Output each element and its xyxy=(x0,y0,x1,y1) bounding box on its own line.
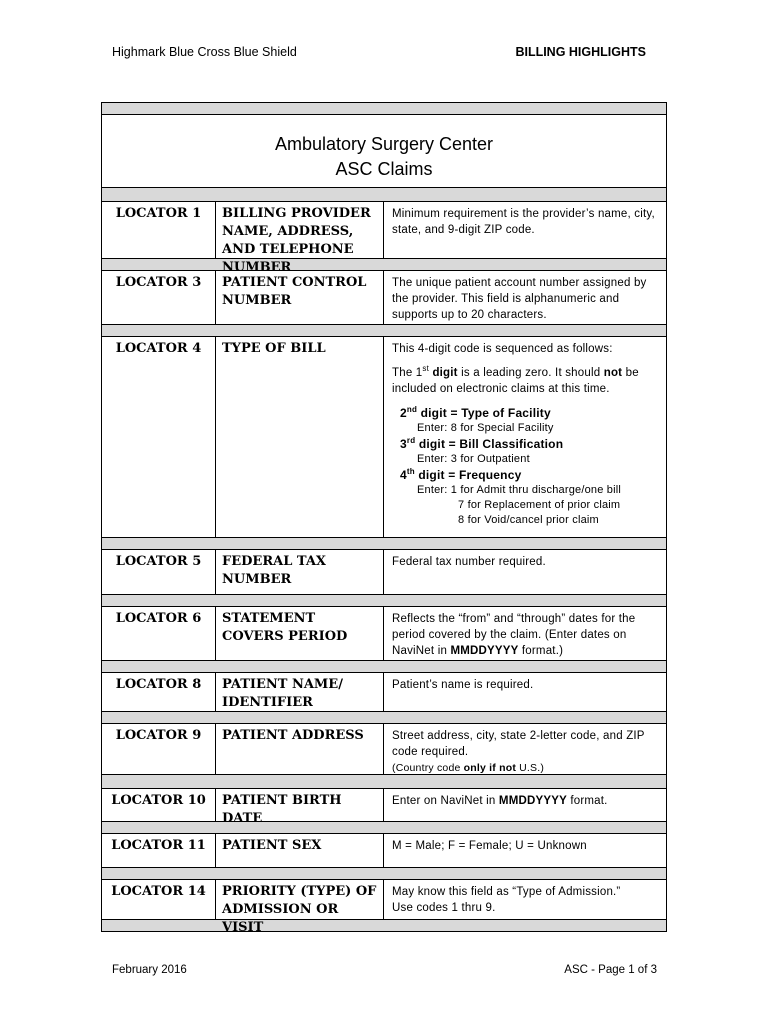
table-row-locator-4 xyxy=(102,337,666,538)
table-row-locator-14 xyxy=(102,880,666,935)
type-of-bill-intro: This 4-digit code is sequenced as follows: xyxy=(392,343,613,355)
second-digit-enter: Enter: 8 for Special Facility xyxy=(417,422,554,434)
band-divider xyxy=(102,325,666,337)
table-row-locator-11 xyxy=(102,834,666,868)
locator-label: LOCATOR 3 xyxy=(102,271,216,324)
field-name: PATIENT NAME/ IDENTIFIER xyxy=(216,673,384,711)
locator-label: LOCATOR 4 xyxy=(102,337,216,537)
fourth-digit-enter-8: 8 for Void/cancel prior claim xyxy=(458,514,599,526)
field-name: STATEMENT COVERS PERIOD xyxy=(216,607,384,660)
footer-date: February 2016 xyxy=(112,964,187,976)
locator-label: LOCATOR 1 xyxy=(102,202,216,258)
locator-label: LOCATOR 5 xyxy=(102,550,216,594)
band-divider xyxy=(102,595,666,607)
locator-label: LOCATOR 6 xyxy=(102,607,216,660)
header-left: Highmark Blue Cross Blue Shield xyxy=(112,45,297,59)
band-divider xyxy=(102,868,666,880)
second-digit: 2nd digit = Type of Facility xyxy=(400,405,551,420)
locator-label: LOCATOR 10 xyxy=(102,789,216,821)
field-description: Patient’s name is required. xyxy=(392,679,534,691)
page-title: Ambulatory Surgery Center xyxy=(274,134,494,154)
field-description: Enter on NaviNet in MMDDYYYY format. xyxy=(392,795,608,807)
field-description: Federal tax number required. xyxy=(392,556,546,568)
claims-table xyxy=(101,102,667,935)
band-divider xyxy=(102,775,666,789)
field-name: BILLING PROVIDER NAME, ADDRESS, AND TELEPHONE NUMBER xyxy=(216,202,384,258)
field-name: PRIORITY (TYPE) OF ADMISSION OR VISIT xyxy=(216,880,384,919)
field-name: TYPE OF BILL xyxy=(216,337,384,537)
header-right: BILLING HIGHLIGHTS xyxy=(515,45,646,59)
footer-page-number: ASC - Page 1 of 3 xyxy=(564,964,657,976)
field-description: M = Male; F = Female; U = Unknown xyxy=(392,840,587,852)
table-row-locator-5 xyxy=(102,550,666,595)
field-name: PATIENT CONTROL NUMBER xyxy=(216,271,384,324)
field-description: Reflects the “from” and “through” dates for the period covered by the claim. (Enter dates on NaviNet in MMDDYYYY format.) xyxy=(392,613,636,657)
band-divider xyxy=(102,822,666,834)
field-description: Street address, city, state 2-letter code, and ZIP code required. (Country code only if not U.S.) xyxy=(384,724,666,774)
fourth-digit-enter-1: Enter: 1 for Admit thru discharge/one bill xyxy=(417,484,622,496)
page-subtitle: ASC Claims xyxy=(335,159,433,179)
third-digit-enter: Enter: 3 for Outpatient xyxy=(417,453,530,465)
first-digit-text: The 1st digit is a leading zero. It should not be included on electronic claims at this time. xyxy=(392,364,639,395)
locator-label: LOCATOR 8 xyxy=(102,673,216,711)
table-row-locator-6 xyxy=(102,607,666,661)
field-description xyxy=(384,337,666,537)
band-divider xyxy=(102,712,666,724)
field-name: PATIENT ADDRESS xyxy=(216,724,384,774)
digit-list xyxy=(392,405,660,528)
table-row-locator-1 xyxy=(102,202,666,275)
band-divider xyxy=(102,188,666,202)
locator-label: LOCATOR 14 xyxy=(102,880,216,919)
band-top xyxy=(102,103,666,115)
country-code-note: (Country code only if not U.S.) xyxy=(392,762,545,774)
field-name: PATIENT SEX xyxy=(216,834,384,867)
field-description: Minimum requirement is the provider’s name, city, state, and 9-digit ZIP code. xyxy=(392,208,655,236)
table-row-locator-10 xyxy=(102,789,666,826)
table-row-locator-9 xyxy=(102,724,666,775)
field-name: PATIENT BIRTH DATE xyxy=(216,789,384,821)
title-block xyxy=(102,115,666,188)
band-divider xyxy=(102,259,666,271)
third-digit: 3rd digit = Bill Classification xyxy=(400,436,564,451)
field-description: The unique patient account number assigned by the provider. This field is alphanumeric and supports up to 20 characters. xyxy=(392,277,647,321)
locator-label: LOCATOR 11 xyxy=(102,834,216,867)
fourth-digit: 4th digit = Frequency xyxy=(400,467,522,482)
band-divider xyxy=(102,538,666,550)
locator-label: LOCATOR 9 xyxy=(102,724,216,774)
field-name: FEDERAL TAX NUMBER xyxy=(216,550,384,594)
band-bottom xyxy=(102,920,666,931)
table-row-locator-8 xyxy=(102,673,666,712)
field-description: May know this field as “Type of Admission.” Use codes 1 thru 9. xyxy=(392,886,621,914)
fourth-digit-enter-7: 7 for Replacement of prior claim xyxy=(458,499,621,511)
band-divider xyxy=(102,661,666,673)
table-row-locator-3 xyxy=(102,271,666,325)
